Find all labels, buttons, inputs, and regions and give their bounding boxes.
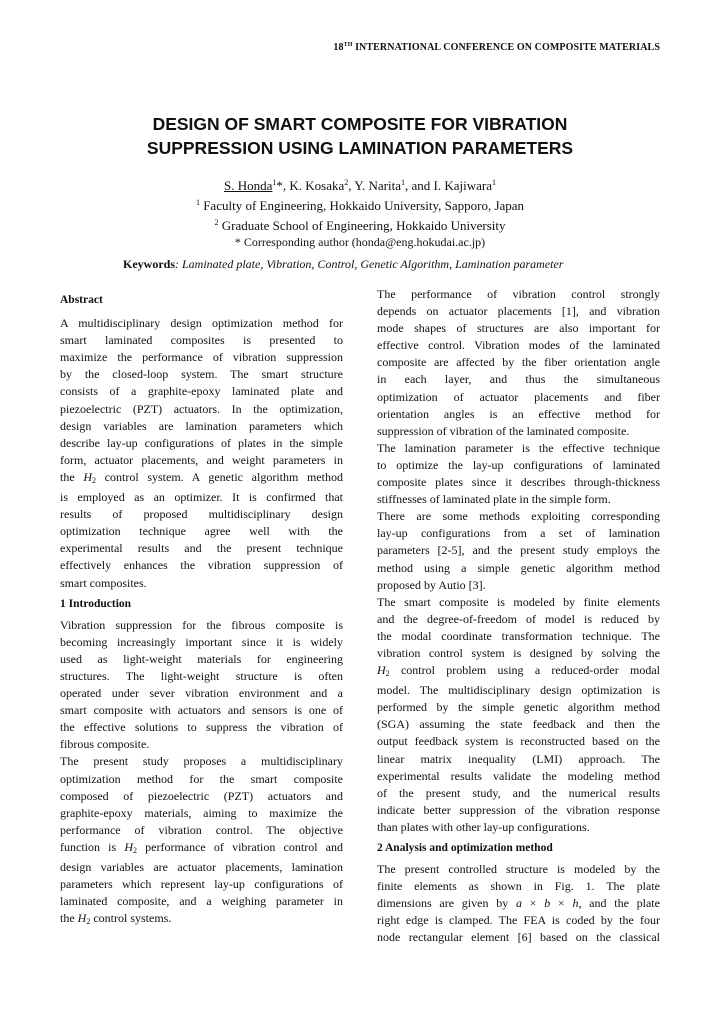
text-line: experimental results validate the modeling method — [377, 768, 660, 783]
paper-title — [0, 112, 720, 160]
text-line: vibration control system is designed by solving the — [377, 645, 660, 660]
keywords-text: : Laminated plate, Vibration, Control, Genetic Algorithm, Lamination parameter — [175, 257, 564, 271]
abstract-heading: Abstract — [60, 294, 103, 306]
right-paragraph-5 — [377, 861, 660, 946]
author-mark: *, — [276, 178, 290, 193]
text-fragment: h — [572, 896, 579, 911]
text-line: form, actuator placements, and weight parameters in — [60, 452, 343, 467]
text-line: stiffnesses of laminated plate in the simple form. — [377, 492, 611, 507]
text-fragment: dimensions are given by — [377, 896, 516, 911]
text-line: parameters which represent lay-up configurations of — [60, 877, 343, 892]
text-line: maximize the performance of vibration suppression — [60, 350, 343, 365]
text-line: The lamination parameter is the effective technique — [377, 440, 660, 455]
text-line: becoming increasingly important since it is widely — [60, 634, 343, 649]
affil-sup: 1 — [195, 198, 200, 207]
left-column — [60, 286, 343, 930]
text-fragment: × — [521, 896, 545, 911]
text-fragment: the — [60, 911, 78, 926]
text-line: lay-up configurations from a set of lamination — [377, 526, 660, 541]
author-sup: 2 — [344, 178, 349, 187]
text-line: mode shapes of structures are also important for — [377, 321, 660, 336]
text-line: of the present study, and the numerical results — [377, 785, 660, 800]
introduction-paragraph-1 — [60, 617, 343, 754]
right-column — [377, 286, 660, 947]
keywords-label: Keywords — [123, 257, 175, 271]
introduction-heading: 1 Introduction — [60, 597, 132, 610]
text-line: The smart composite is modeled by finite elements — [377, 594, 660, 609]
text-fragment: a — [515, 896, 522, 911]
text-line: optimization method for the smart composite — [60, 771, 343, 786]
text-line: depends on actuator placements [1], and vibration — [377, 304, 660, 319]
text-line: laminated composite, and a weighing parameter in — [60, 894, 343, 909]
conference-header — [0, 42, 720, 53]
text-line: describe lay-up configurations of plates in the simple — [60, 435, 343, 450]
author-sup: 1 — [492, 178, 496, 187]
text-fragment: control problem using a reduced-order modal — [389, 663, 660, 678]
text-line: experimental results and the present technique — [60, 541, 343, 556]
author-narita: Y. Narita — [354, 178, 401, 193]
right-paragraph-2 — [377, 440, 660, 508]
text-line: used as light-weight materials for engineering — [60, 651, 343, 666]
keywords — [123, 257, 563, 272]
text-line — [377, 662, 660, 682]
text-line — [377, 895, 660, 912]
author-honda: S. Honda — [223, 178, 273, 193]
text-line: results of proposed multidisciplinary design — [60, 507, 343, 522]
text-line: performed by the simple genetic algorithm method — [377, 700, 660, 715]
text-line: suppression of vibration of the laminated composite. — [377, 423, 630, 438]
text-line: structures. The light-weight structure is often — [60, 668, 343, 683]
text-fragment: function is — [60, 839, 125, 854]
text-fragment: 2 — [132, 845, 137, 855]
text-fragment: , and the plate — [578, 896, 660, 911]
text-line: and the degree-of-freedom of model is reduced by — [377, 611, 660, 626]
text-line: Vibration suppression for the fibrous composite is — [60, 617, 343, 632]
author-sep: , — [348, 178, 355, 193]
text-line: linear matrix inequality (LMI) approach. The — [377, 751, 660, 766]
header-text: INTERNATIONAL CONFERENCE ON COMPOSITE MATERIALS — [352, 42, 660, 53]
text-line: in each layer, and thus the simultaneous — [377, 372, 660, 387]
text-fragment: H — [124, 839, 133, 854]
text-line: The performance of vibration control strongly — [377, 287, 660, 301]
text-line: smart laminated composites is presented to — [60, 333, 343, 348]
text-line: (SGA) assuming the state feedback and then the — [377, 717, 660, 732]
text-fragment: performance of vibration control and — [136, 839, 344, 854]
text-line: the modal coordinate transformation technique. The — [377, 628, 660, 643]
text-fragment: control systems. — [90, 911, 172, 926]
text-line: effectively enhances the vibration suppression of — [60, 558, 343, 573]
title-line-1: DESIGN OF SMART COMPOSITE FOR VIBRATION — [152, 114, 568, 134]
text-line: is employed as an optimizer. It is confirmed that — [60, 490, 343, 505]
affiliation-1 — [0, 194, 720, 214]
text-line: the effective solutions to suppress the vibration of — [60, 720, 343, 735]
text-line: optimization of actuator placements and fiber — [377, 389, 660, 404]
text-fragment: H — [77, 911, 87, 926]
text-line: parameters [2-5], and the present study employs the — [377, 543, 660, 558]
text-line: graphite-epoxy materials, aiming to maximize the — [60, 805, 343, 820]
header-superscript: TH — [343, 42, 353, 48]
analysis-heading: 2 Analysis and optimization method — [377, 842, 553, 854]
text-line: performance of vibration control. The objective — [60, 822, 343, 837]
text-line: to optimize the lay-up configurations of laminated — [377, 457, 660, 472]
text-fragment: × — [550, 896, 573, 911]
title-line-2: SUPPRESSION USING LAMINATION PARAMETERS — [146, 138, 574, 158]
text-line: The present controlled structure is modeled by the — [377, 862, 660, 877]
text-line: method using a simple genetic algorithm method — [377, 560, 660, 575]
affiliation-2 — [0, 214, 720, 234]
text-fragment: 2 — [385, 669, 390, 679]
text-line — [60, 469, 343, 489]
text-line — [60, 910, 343, 930]
text-fragment: 2 — [86, 917, 91, 927]
text-line: consists of a graphite-epoxy laminated plate and — [60, 384, 343, 399]
author-sep: , and — [405, 178, 434, 193]
right-paragraph-4 — [377, 594, 660, 836]
text-line: optimization technique agree well with the — [60, 524, 343, 539]
text-line: There are some methods exploiting corresponding — [377, 509, 660, 524]
right-paragraph-3 — [377, 508, 660, 593]
text-fragment: H — [377, 663, 386, 678]
text-line: by the closed-loop system. The smart structure — [60, 367, 343, 382]
text-line: piezoelectric (PZT) actuators. In the optimization, — [60, 401, 343, 416]
text-fragment: control system. A genetic algorithm method — [96, 469, 343, 484]
text-fragment: b — [544, 896, 551, 911]
text-line: right edge is clamped. The FEA is coded by the four — [377, 913, 660, 928]
text-line: indicate better suppression of the vibration response — [377, 802, 660, 817]
text-line: model. The multidisciplinary design optimization is — [377, 683, 660, 698]
right-paragraph-1 — [377, 286, 660, 440]
affil-text: Graduate School of Engineering, Hokkaido University — [218, 218, 506, 233]
text-line: composite plates since it describes through-thickness — [377, 475, 660, 490]
text-line: finite elements as shown in Fig. 1. The plate — [377, 879, 660, 894]
abstract-paragraph — [60, 315, 343, 592]
text-line: proposed by Autio [3]. — [377, 577, 486, 592]
text-fragment: 2 — [92, 475, 97, 485]
author-kosaka: K. Kosaka — [289, 178, 345, 193]
author-list — [0, 174, 720, 194]
text-line: composed of piezoelectric (PZT) actuators and — [60, 788, 343, 803]
affil-text: Faculty of Engineering, Hokkaido University, Sapporo, Japan — [199, 198, 525, 213]
text-line: The present study proposes a multidisciplinary — [60, 754, 343, 769]
text-fragment: the — [60, 469, 84, 484]
text-line: composite are affected by the fiber orientation angle — [377, 355, 660, 370]
affil-sup: 2 — [214, 218, 219, 227]
text-line: node rectangular element [6] based on the classical — [377, 930, 660, 945]
text-fragment: H — [83, 469, 93, 484]
author-sup: 1 — [272, 178, 277, 187]
corresponding-author: * Corresponding author (honda@eng.hokudai.ac.jp) — [234, 235, 486, 249]
authors-block — [0, 174, 720, 251]
text-line: A multidisciplinary design optimization method for — [60, 316, 343, 331]
text-line: smart composites. — [60, 575, 147, 590]
text-line: orientation angles is an effective method for — [377, 406, 660, 421]
text-line — [60, 839, 343, 859]
text-line: operated under sever vibration environment and a — [60, 686, 343, 701]
text-line: effective control. Vibration modes of the laminated — [377, 338, 660, 353]
author-sup: 1 — [401, 178, 405, 187]
introduction-paragraph-2 — [60, 753, 343, 930]
text-line: design variables are actuator placements, lamination — [60, 860, 343, 874]
text-line: fibrous composite. — [60, 737, 150, 752]
author-kajiwara: I. Kajiwara — [433, 178, 492, 193]
text-line: than plates with other lay-up configurations. — [377, 819, 590, 834]
text-line: output feedback system is reconstructed based on the — [377, 734, 660, 749]
text-line: design variables are lamination parameters which — [60, 418, 343, 433]
header-number: 18 — [333, 42, 344, 53]
text-line: smart composite with actuators and sensors is one of — [60, 703, 343, 718]
